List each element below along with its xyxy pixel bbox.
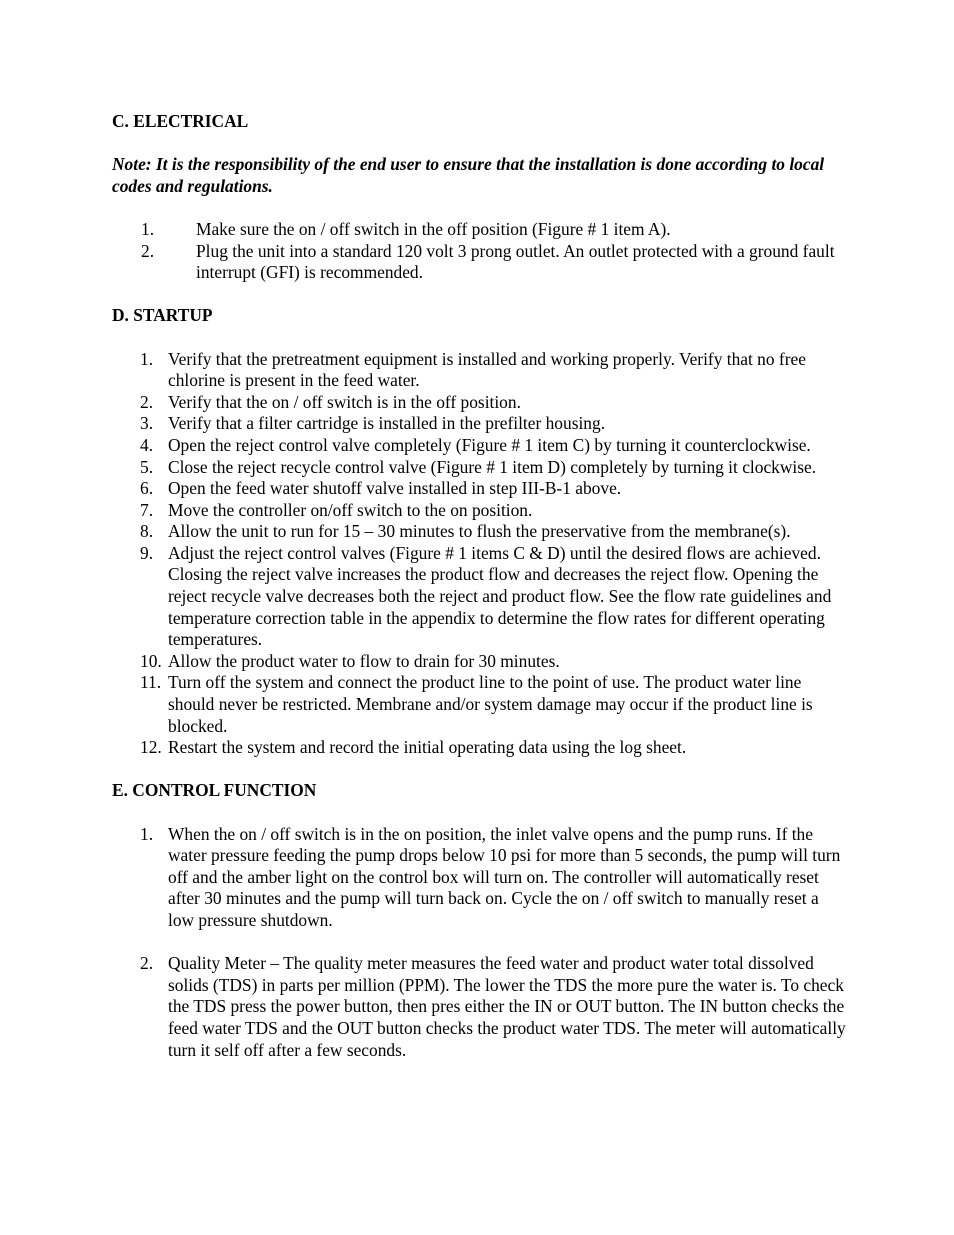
- item-text: Make sure the on / off switch in the off position (Figure # 1 item A).: [196, 218, 671, 239]
- item-number: 8.: [140, 521, 154, 542]
- list-item: [112, 953, 847, 1061]
- item-number: 12.: [140, 737, 162, 758]
- item-text: Adjust the reject control valves (Figure # 1 items C & D) until the desired flows are achieved. Closing the reject valve increases the product flow and decreases the reject flow. Opening the reject recycle valve decreases both the reject and product flow. See the flow rate guidelines and temperature correction table in the appendix to determine the flow rates for different operating temperatures.: [168, 542, 832, 650]
- list-item: [112, 824, 847, 932]
- item-text: When the on / off switch is in the on position, the inlet valve opens and the pump runs. If the water pressure feeding the pump drops below 10 psi for more than 5 seconds, the pump will turn off and the amber light on the control box will turn on. The controller will automatically reset after 30 minutes and the pump will turn back on. Cycle the on / off switch to manually reset a low pressure shutdown.: [168, 823, 841, 930]
- list-item: [112, 737, 847, 759]
- list-item: [112, 241, 847, 284]
- item-text: Close the reject recycle control valve (Figure # 1 item D) completely by turning it clockwise.: [168, 456, 817, 477]
- item-text: Verify that the on / off switch is in the off position.: [168, 391, 521, 412]
- electrical-list: [112, 219, 847, 284]
- list-item: [112, 543, 847, 651]
- section-heading-control-function: E. CONTROL FUNCTION: [112, 780, 317, 801]
- item-text: Quality Meter – The quality meter measures the feed water and product water total dissolved solids (TDS) in parts per million (PPM). The lower the TDS the more pure the water is. To check the TDS press the power button, then pres either the IN or OUT button. The IN button checks the feed water TDS and the OUT button checks the product water TDS. The meter will automatically turn it self off after a few seconds.: [168, 953, 846, 1060]
- startup-list: [112, 349, 847, 759]
- item-number: 4.: [140, 434, 154, 455]
- list-item: [112, 672, 847, 737]
- item-text: Open the feed water shutoff valve installed in step III-B-1 above.: [168, 478, 622, 499]
- item-text: Turn off the system and connect the product line to the point of use. The product water line should never be restricted. Membrane and/or system damage may occur if the product line is blocked.: [168, 672, 813, 736]
- list-item: [112, 500, 847, 522]
- item-number: 2.: [141, 240, 155, 261]
- item-text: Open the reject control valve completely (Figure # 1 item C) by turning it counterclockwise.: [168, 434, 811, 455]
- item-text: Allow the product water to flow to drain for 30 minutes.: [168, 650, 560, 671]
- item-text: Restart the system and record the initial operating data using the log sheet.: [168, 737, 687, 758]
- item-number: 3.: [140, 413, 154, 434]
- item-number: 2.: [140, 391, 154, 412]
- item-number: 1.: [140, 823, 154, 844]
- item-number: 1.: [140, 348, 154, 369]
- item-number: 10.: [140, 650, 162, 671]
- section-heading-electrical: C. ELECTRICAL: [112, 111, 249, 131]
- list-item: [112, 392, 847, 414]
- list-item: [112, 478, 847, 500]
- list-item: [112, 521, 847, 543]
- list-item: [112, 457, 847, 479]
- item-number: 9.: [140, 542, 154, 563]
- section-heading-startup: D. STARTUP: [112, 305, 213, 326]
- control-list: [112, 824, 847, 1062]
- item-text: Verify that a filter cartridge is installed in the prefilter housing.: [168, 413, 606, 434]
- item-number: 11.: [140, 672, 162, 693]
- item-number: 6.: [140, 478, 154, 499]
- item-text: Allow the unit to run for 15 – 30 minutes to flush the preservative from the membrane(s).: [168, 521, 791, 542]
- list-item: [112, 435, 847, 457]
- list-item: [112, 219, 847, 241]
- document-page: [112, 111, 847, 1061]
- list-item: [112, 651, 847, 673]
- list-item: [112, 349, 847, 392]
- installation-note: Note: It is the responsibility of the end user to ensure that the installation is done according to local codes and regulations.: [112, 154, 825, 196]
- item-number: 5.: [140, 456, 154, 477]
- item-text: Plug the unit into a standard 120 volt 3 prong outlet. An outlet protected with a ground fault interrupt (GFI) is recommended.: [196, 240, 835, 283]
- item-text: Move the controller on/off switch to the on position.: [168, 499, 533, 520]
- item-text: Verify that the pretreatment equipment is installed and working properly. Verify that no free chlorine is present in the feed water.: [168, 348, 806, 391]
- list-item: [112, 413, 847, 435]
- item-number: 1.: [141, 218, 155, 239]
- item-number: 7.: [140, 499, 154, 520]
- item-number: 2.: [140, 953, 154, 974]
